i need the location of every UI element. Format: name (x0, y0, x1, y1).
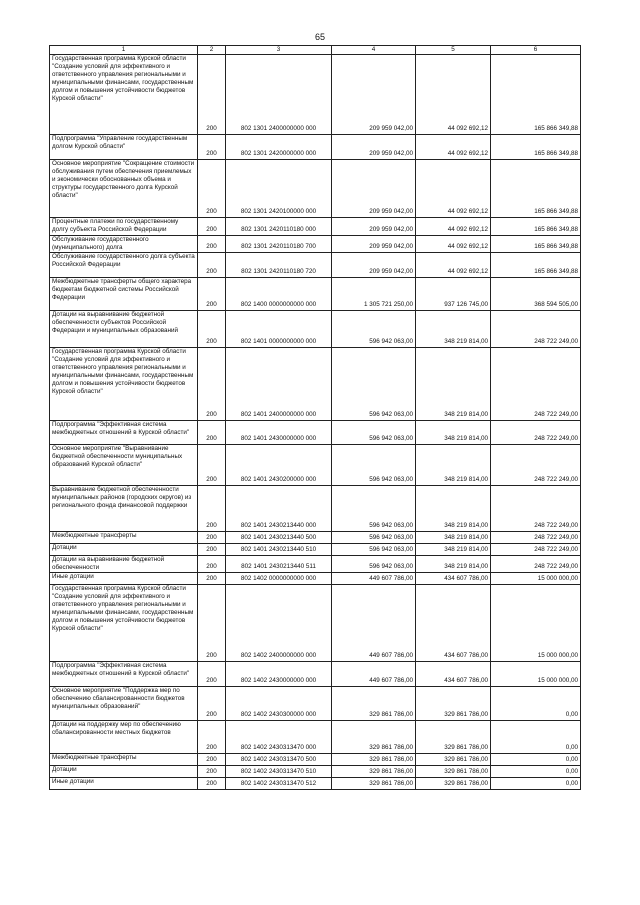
table-row (50, 778, 581, 790)
row-value-4: 449 607 786,00 (332, 662, 416, 687)
row-col2: 200 (198, 766, 226, 778)
row-name: Процентные платежи по государственному долгу субъекта Российской Федерации (50, 218, 198, 236)
row-value-5: 44 092 692,12 (416, 55, 491, 135)
table-row (50, 253, 581, 278)
row-col2: 200 (198, 662, 226, 687)
row-value-5: 348 219 814,00 (416, 445, 491, 486)
row-col2: 200 (198, 421, 226, 445)
row-value-5: 348 219 814,00 (416, 421, 491, 445)
row-value-6: 165 866 349,88 (491, 253, 581, 278)
row-name: Основное мероприятие "Выравнивание бюджетной обеспеченности муниципальных образований Курской области" (50, 445, 198, 486)
row-value-6: 248 722 249,00 (491, 556, 581, 573)
row-value-6: 165 866 349,88 (491, 135, 581, 160)
row-col2: 200 (198, 218, 226, 236)
row-value-6: 165 866 349,88 (491, 55, 581, 135)
table-row (50, 135, 581, 160)
row-value-4: 209 959 042,00 (332, 55, 416, 135)
row-col2: 200 (198, 585, 226, 662)
row-value-6: 368 594 505,00 (491, 278, 581, 311)
row-col2: 200 (198, 754, 226, 766)
row-value-6: 0,00 (491, 778, 581, 790)
row-value-5: 329 861 786,00 (416, 754, 491, 766)
row-code: 802 1301 2420000000 000 (226, 135, 332, 160)
row-value-4: 596 942 063,00 (332, 311, 416, 348)
row-value-5: 434 607 786,00 (416, 662, 491, 687)
row-value-5: 44 092 692,12 (416, 160, 491, 218)
table-header-row (50, 46, 581, 55)
row-name: Дотации на выравнивание бюджетной обеспеченности (50, 556, 198, 573)
row-value-4: 329 861 786,00 (332, 754, 416, 766)
row-value-5: 329 861 786,00 (416, 766, 491, 778)
row-value-6: 165 866 349,88 (491, 218, 581, 236)
table-row (50, 445, 581, 486)
table-row (50, 687, 581, 721)
row-code: 802 1401 2430213440 510 (226, 544, 332, 556)
row-code: 802 1301 2400000000 000 (226, 55, 332, 135)
table-row (50, 236, 581, 253)
row-value-6: 15 000 000,00 (491, 585, 581, 662)
row-name: Дотации на выравнивание бюджетной обеспеченности субъектов Российской Федерации и муниципальных образований (50, 311, 198, 348)
row-value-4: 209 959 042,00 (332, 218, 416, 236)
row-code: 802 1401 2430213440 511 (226, 556, 332, 573)
row-value-4: 329 861 786,00 (332, 687, 416, 721)
row-value-4: 596 942 063,00 (332, 445, 416, 486)
row-col2: 200 (198, 348, 226, 421)
table-row (50, 160, 581, 218)
row-name: Основное мероприятие "Сокращение стоимости обслуживания путем обеспечения приемлемых и экономически обоснованных объема и структуры государственного долга Курской области" (50, 160, 198, 218)
row-value-6: 15 000 000,00 (491, 662, 581, 687)
row-col2: 200 (198, 253, 226, 278)
row-name: Основное мероприятие "Поддержка мер по обеспечению сбалансированности бюджетов муниципальных образований" (50, 687, 198, 721)
row-code: 802 1402 0000000000 000 (226, 573, 332, 585)
row-name: Межбюджетные трансферты общего характера бюджетам бюджетной системы Российской Федерации (50, 278, 198, 311)
row-col2: 200 (198, 160, 226, 218)
table-row (50, 532, 581, 544)
row-value-5: 434 607 786,00 (416, 585, 491, 662)
row-name: Межбюджетные трансферты (50, 754, 198, 766)
row-code: 802 1301 2420100000 000 (226, 160, 332, 218)
row-code: 802 1301 2420110180 700 (226, 236, 332, 253)
row-col2: 200 (198, 486, 226, 532)
row-value-5: 348 219 814,00 (416, 532, 491, 544)
row-col2: 200 (198, 687, 226, 721)
row-value-6: 15 000 000,00 (491, 573, 581, 585)
row-value-6: 248 722 249,00 (491, 486, 581, 532)
table-row (50, 556, 581, 573)
budget-table (49, 45, 581, 790)
row-col2: 200 (198, 556, 226, 573)
row-value-6: 0,00 (491, 754, 581, 766)
row-value-4: 209 959 042,00 (332, 160, 416, 218)
table-row (50, 662, 581, 687)
row-value-4: 596 942 063,00 (332, 486, 416, 532)
table-row (50, 585, 581, 662)
row-name: Подпрограмма "Эффективная система межбюджетных отношений в Курской области" (50, 421, 198, 445)
row-name: Иные дотации (50, 573, 198, 585)
table-row (50, 486, 581, 532)
row-code: 802 1402 2430313470 000 (226, 721, 332, 754)
row-value-4: 596 942 063,00 (332, 544, 416, 556)
row-code: 802 1401 2400000000 000 (226, 348, 332, 421)
row-value-5: 44 092 692,12 (416, 218, 491, 236)
row-name: Межбюджетные трансферты (50, 532, 198, 544)
row-col2: 200 (198, 778, 226, 790)
row-value-6: 248 722 249,00 (491, 311, 581, 348)
row-value-5: 937 126 745,00 (416, 278, 491, 311)
column-header: 3 (226, 46, 332, 55)
table-row (50, 278, 581, 311)
row-value-6: 165 866 349,88 (491, 236, 581, 253)
row-value-6: 248 722 249,00 (491, 445, 581, 486)
row-code: 802 1301 2420110180 000 (226, 218, 332, 236)
row-col2: 200 (198, 55, 226, 135)
row-name: Дотации (50, 766, 198, 778)
column-header: 6 (491, 46, 581, 55)
row-value-5: 348 219 814,00 (416, 556, 491, 573)
row-code: 802 1401 2430200000 000 (226, 445, 332, 486)
row-code: 802 1401 2430213440 500 (226, 532, 332, 544)
row-name: Государственная программа Курской области "Создание условий для эффективного и ответственного управления региональными и муниципальными финансами, государственным долгом и повышения устойчивости бюджетов Курской области" (50, 348, 198, 421)
row-value-5: 44 092 692,12 (416, 253, 491, 278)
table-row (50, 754, 581, 766)
row-value-4: 1 305 721 250,00 (332, 278, 416, 311)
row-value-5: 44 092 692,12 (416, 135, 491, 160)
row-col2: 200 (198, 573, 226, 585)
row-name: Дотации на поддержку мер по обеспечению сбалансированности местных бюджетов (50, 721, 198, 754)
row-value-4: 449 607 786,00 (332, 585, 416, 662)
row-value-6: 0,00 (491, 687, 581, 721)
row-col2: 200 (198, 721, 226, 754)
row-value-6: 248 722 249,00 (491, 544, 581, 556)
row-col2: 200 (198, 278, 226, 311)
row-code: 802 1402 2430300000 000 (226, 687, 332, 721)
row-value-6: 248 722 249,00 (491, 348, 581, 421)
row-value-6: 0,00 (491, 766, 581, 778)
table-row (50, 544, 581, 556)
row-value-4: 596 942 063,00 (332, 532, 416, 544)
row-name: Обслуживание государственного долга субъекта Российской Федерации (50, 253, 198, 278)
page-number: 65 (314, 32, 325, 42)
table-row (50, 766, 581, 778)
row-value-6: 0,00 (491, 721, 581, 754)
row-col2: 200 (198, 445, 226, 486)
row-name: Подпрограмма "Управление государственным долгом Курской области" (50, 135, 198, 160)
row-code: 802 1402 2430313470 500 (226, 754, 332, 766)
row-name: Подпрограмма "Эффективная система межбюджетных отношений в Курской области" (50, 662, 198, 687)
row-value-5: 329 861 786,00 (416, 687, 491, 721)
row-value-5: 329 861 786,00 (416, 721, 491, 754)
row-value-5: 348 219 814,00 (416, 486, 491, 532)
row-name: Обслуживание государственного (муниципального) долга (50, 236, 198, 253)
row-value-4: 209 959 042,00 (332, 236, 416, 253)
table-row (50, 55, 581, 135)
row-col2: 200 (198, 544, 226, 556)
row-name: Государственная программа Курской области "Создание условий для эффективного и ответственного управления региональными и муниципальными финансами, государственным долгом и повышения устойчивости бюджетов Курской области" (50, 585, 198, 662)
row-value-5: 348 219 814,00 (416, 348, 491, 421)
row-code: 802 1401 2430213440 000 (226, 486, 332, 532)
row-code: 802 1402 2430000000 000 (226, 662, 332, 687)
row-value-4: 596 942 063,00 (332, 421, 416, 445)
row-value-5: 44 092 692,12 (416, 236, 491, 253)
row-value-4: 596 942 063,00 (332, 556, 416, 573)
row-code: 802 1401 0000000000 000 (226, 311, 332, 348)
row-col2: 200 (198, 311, 226, 348)
row-name: Выравнивание бюджетной обеспеченности муниципальных районов (городских округов) из регионального фонда финансовой поддержки (50, 486, 198, 532)
row-col2: 200 (198, 135, 226, 160)
column-header: 5 (416, 46, 491, 55)
row-value-4: 209 959 042,00 (332, 253, 416, 278)
row-value-4: 329 861 786,00 (332, 766, 416, 778)
row-code: 802 1401 2430000000 000 (226, 421, 332, 445)
row-value-5: 348 219 814,00 (416, 544, 491, 556)
row-value-4: 209 959 042,00 (332, 135, 416, 160)
row-value-4: 329 861 786,00 (332, 778, 416, 790)
table-row (50, 218, 581, 236)
table-row (50, 721, 581, 754)
row-col2: 200 (198, 532, 226, 544)
row-name: Дотации (50, 544, 198, 556)
column-header: 1 (50, 46, 198, 55)
table-row (50, 348, 581, 421)
row-value-6: 165 866 349,88 (491, 160, 581, 218)
row-name: Иные дотации (50, 778, 198, 790)
table-row (50, 421, 581, 445)
row-value-6: 248 722 249,00 (491, 532, 581, 544)
column-header: 4 (332, 46, 416, 55)
row-code: 802 1402 2430313470 512 (226, 778, 332, 790)
row-value-5: 329 861 786,00 (416, 778, 491, 790)
row-code: 802 1301 2420110180 720 (226, 253, 332, 278)
row-value-6: 248 722 249,00 (491, 421, 581, 445)
row-value-4: 329 861 786,00 (332, 721, 416, 754)
row-value-4: 596 942 063,00 (332, 348, 416, 421)
row-code: 802 1402 2400000000 000 (226, 585, 332, 662)
row-name: Государственная программа Курской области "Создание условий для эффективного и ответственного управления региональными и муниципальными финансами, государственным долгом и повышения устойчивости бюджетов Курской области" (50, 55, 198, 135)
row-code: 802 1400 0000000000 000 (226, 278, 332, 311)
row-col2: 200 (198, 236, 226, 253)
row-code: 802 1402 2430313470 510 (226, 766, 332, 778)
table-row (50, 573, 581, 585)
row-value-4: 449 607 786,00 (332, 573, 416, 585)
row-value-5: 348 219 814,00 (416, 311, 491, 348)
table-row (50, 311, 581, 348)
column-header: 2 (198, 46, 226, 55)
row-value-5: 434 607 786,00 (416, 573, 491, 585)
